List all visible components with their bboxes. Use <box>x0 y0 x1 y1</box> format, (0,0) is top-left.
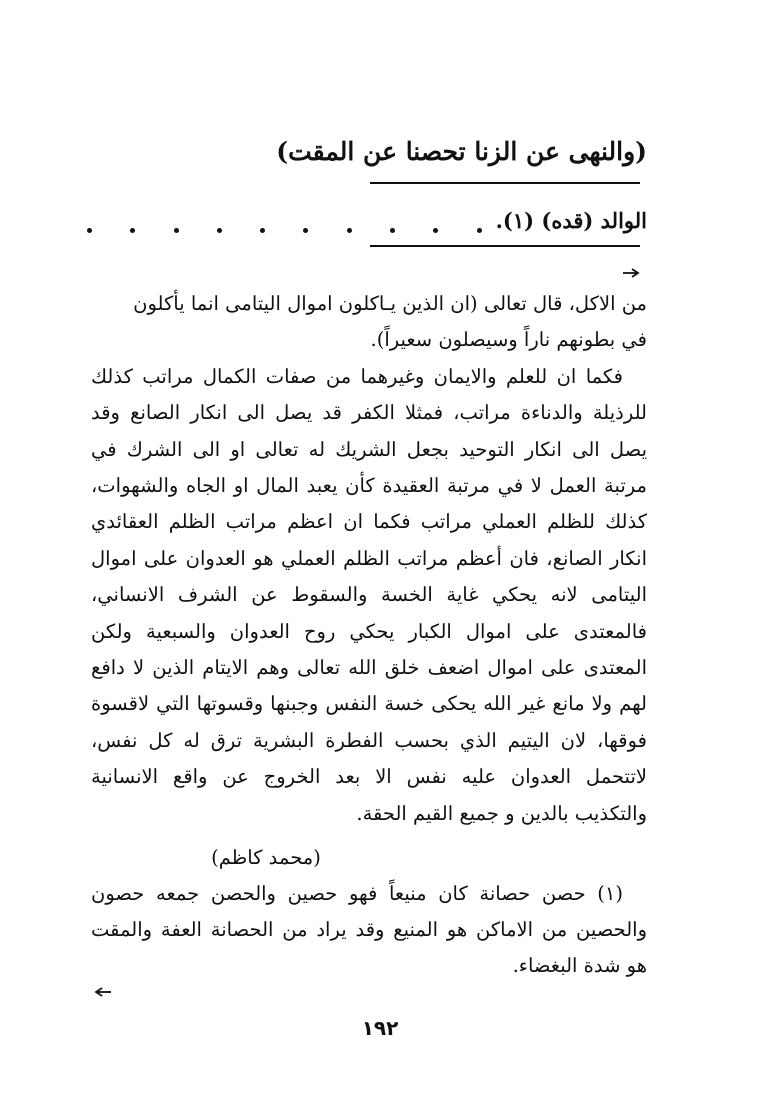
leader-dot <box>390 228 395 233</box>
leader-dot <box>303 228 308 233</box>
leader-dot <box>87 228 92 233</box>
text-line: في بطونهم ناراً وسيصلون سعيراً). <box>370 328 647 352</box>
leader-dot <box>347 228 352 233</box>
main-paragraph: فكما ان للعلم والايمان وغيرهما من صفات الكمال مراتب كذلك للرذيلة والدناءة مراتب، فمثلا الكفر قد يصل الى انكار الصانع وقد يصل الى انكار التوحيد بجعل الشريك له تعالى او الى الشرك في مرتبة العمل لا في مرتبة العقيدة كأن يعبد المال او الجاه والشهوات، كذلك للظلم العملي مراتب فكما ان اعظم مراتب الظلم العقائدي انكار الصانع، فان أعظم مراتب الظلم العملي هو العدوان على اموال اليتامى لانه يحكي غاية الخسة والسقوط عن الشرف الانساني، فالمعتدى على اموال الكبار يحكي روح العدوان والسبعية ولكن المعتدى على اموال اضعف خلق الله تعالى وهم الايتام الذين لا دافع لهم ولا مانع غير الله يحكى خسة النفس وجبنها وقسوتها التي لاقسوة فوقها، لان اليتيم الذي بحسب الفطرة البشرية ترق له كل نفس، لاتتحمل العدوان عليه نفس الا بعد الخروج عن واقع الانسانية والتكذيب بالدين و جميع القيم الحقة. <box>91 364 647 825</box>
leader-dot <box>260 228 265 233</box>
text-line: من الاكل، قال تعالى (ان الذين يـاكلون اموال اليتامى انما يأكلون <box>133 292 647 315</box>
footnote <box>91 876 647 984</box>
reference-text: الوالد (قده) (١). <box>495 208 647 233</box>
dotted-leader <box>87 210 482 233</box>
heading-rule <box>370 182 640 184</box>
section-heading: (والنهى عن الزنا تحصنا عن المقت) <box>276 137 647 166</box>
footnote-text: (١) حصن حصانة كان منيعاً فهو حصين والحصن جمعه حصون والحصين من الاماكن هو المنيع وقد يراد من الحصانة العفة والمقت هو شدة البغضاء. <box>91 882 647 977</box>
page-number: ١٩٢ <box>361 1016 399 1040</box>
main-text <box>91 286 647 832</box>
leader-dot <box>433 228 438 233</box>
reference-line <box>87 203 647 239</box>
leader-dot <box>174 228 179 233</box>
author-signature: (محمد كاظم) <box>211 846 321 869</box>
leader-dot <box>217 228 222 233</box>
left-arrow-icon <box>94 987 112 997</box>
right-arrow-icon <box>622 268 640 278</box>
leader-dot <box>130 228 135 233</box>
reference-rule <box>370 245 640 247</box>
leader-dot <box>477 228 482 233</box>
